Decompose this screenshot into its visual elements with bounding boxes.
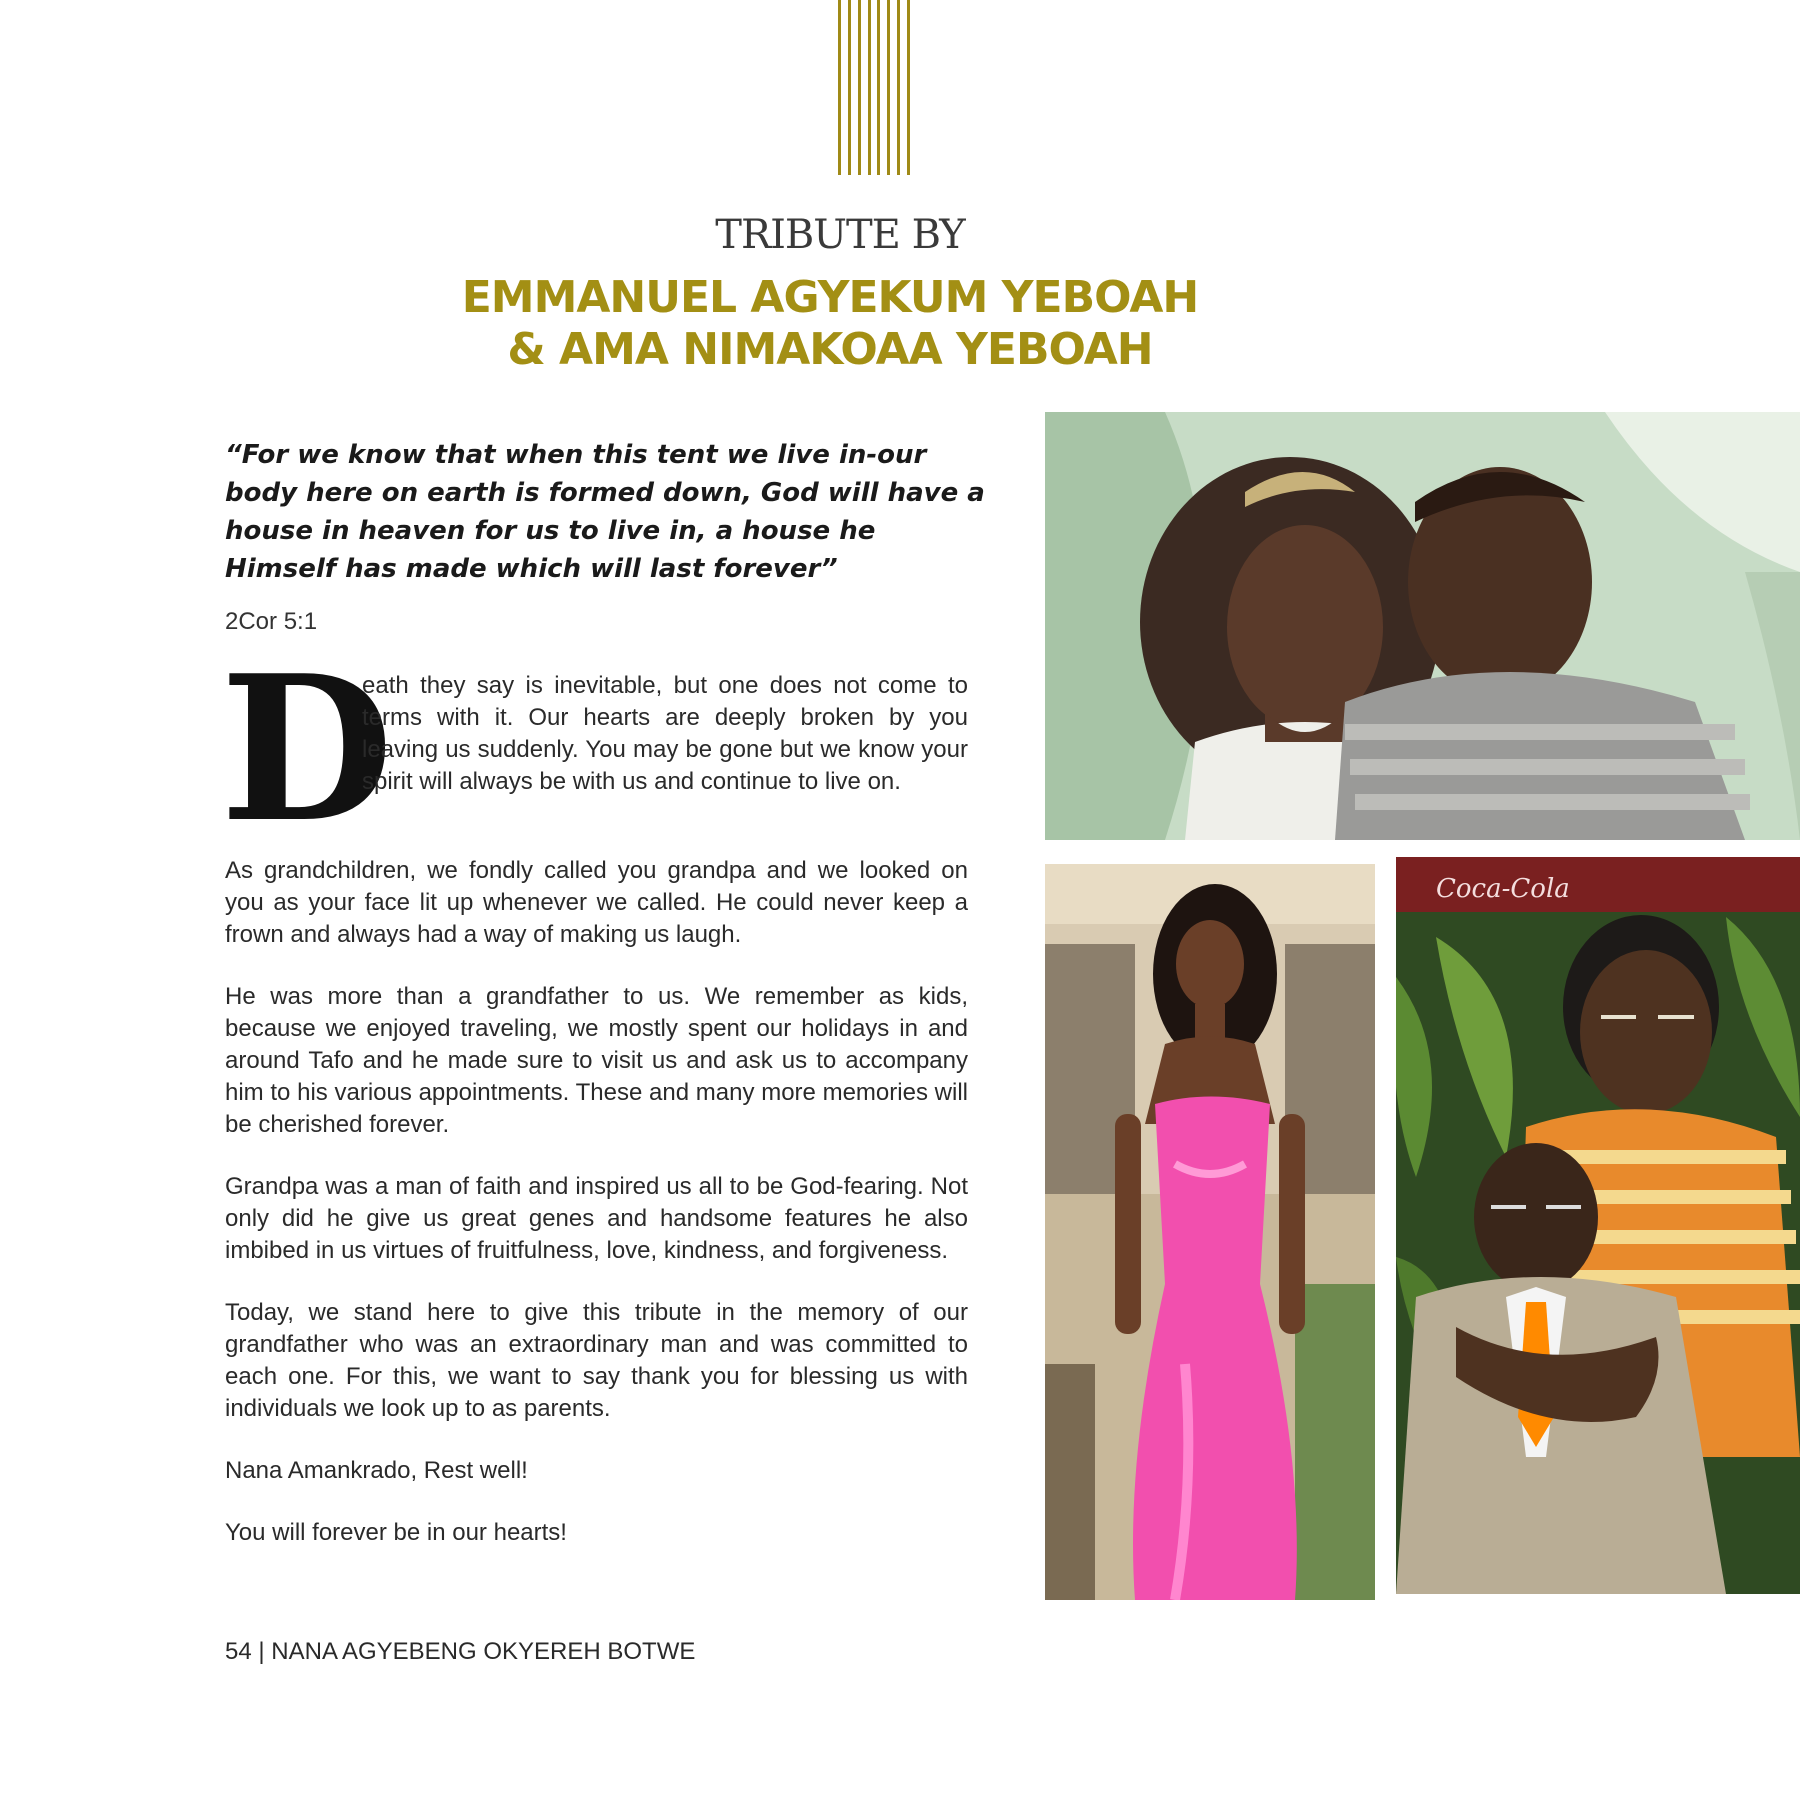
body-paragraph: As grandchildren, we fondly called you grandpa and we looked on you as your face lit up whenever we called. He could never keep a frown and always had a way of making us laugh. <box>225 857 968 948</box>
page-title <box>380 272 1280 376</box>
body-paragraph: You will forever be in our hearts! <box>225 1519 567 1546</box>
drop-cap: D <box>220 632 394 867</box>
body-paragraph: Today, we stand here to give this tribute in the memory of our grandfather who was an extraordinary man and was committed to each one. For this, we want to say thank you for blessing us with individuals we look up to as parents. <box>225 1299 968 1422</box>
photo-woman-pink-dress <box>1045 864 1375 1600</box>
body-paragraph: Nana Amankrado, Rest well! <box>225 1457 528 1484</box>
decorative-stripes <box>838 0 910 175</box>
title-line-2: & AMA NIMAKOAA YEBOAH <box>507 324 1153 375</box>
tribute-kicker: TRIBUTE BY <box>715 212 965 258</box>
photo-grandparents <box>1396 857 1800 1594</box>
first-paragraph: eath they say is inevitable, but one does not come to terms with it. Our hearts are deeply broken by you leaving us suddenly. You may be gone but we know your spirit will always be with us and continue to live on. <box>362 672 968 795</box>
tribute-body <box>225 855 968 1579</box>
title-line-1: EMMANUEL AGYEKUM YEBOAH <box>461 272 1199 323</box>
page-footer: 54 | NANA AGYEBENG OKYEREH BOTWE <box>225 1638 696 1665</box>
scripture-quote: “For we know that when this tent we live in-our body here on earth is formed down, God will have a house in heaven for us to live in, a house he Himself has made which will last forever” <box>225 440 985 584</box>
scripture-reference: 2Cor 5:1 <box>225 608 318 635</box>
photo-couple <box>1045 412 1800 840</box>
coca-cola-sign: Coca-Cola <box>1436 874 1570 904</box>
body-paragraph: He was more than a grandfather to us. We remember as kids, because we enjoyed traveling, we mostly spent our holidays in and around Tafo and he made sure to visit us and ask us to accompany him to his various appointments. These and many more memories will be cherished forever. <box>225 983 968 1138</box>
body-paragraph: Grandpa was a man of faith and inspired us all to be God-fearing. Not only did he give us great genes and handsome features he also imbibed in us virtues of fruitfulness, love, kindness, and forgiveness. <box>225 1173 968 1264</box>
